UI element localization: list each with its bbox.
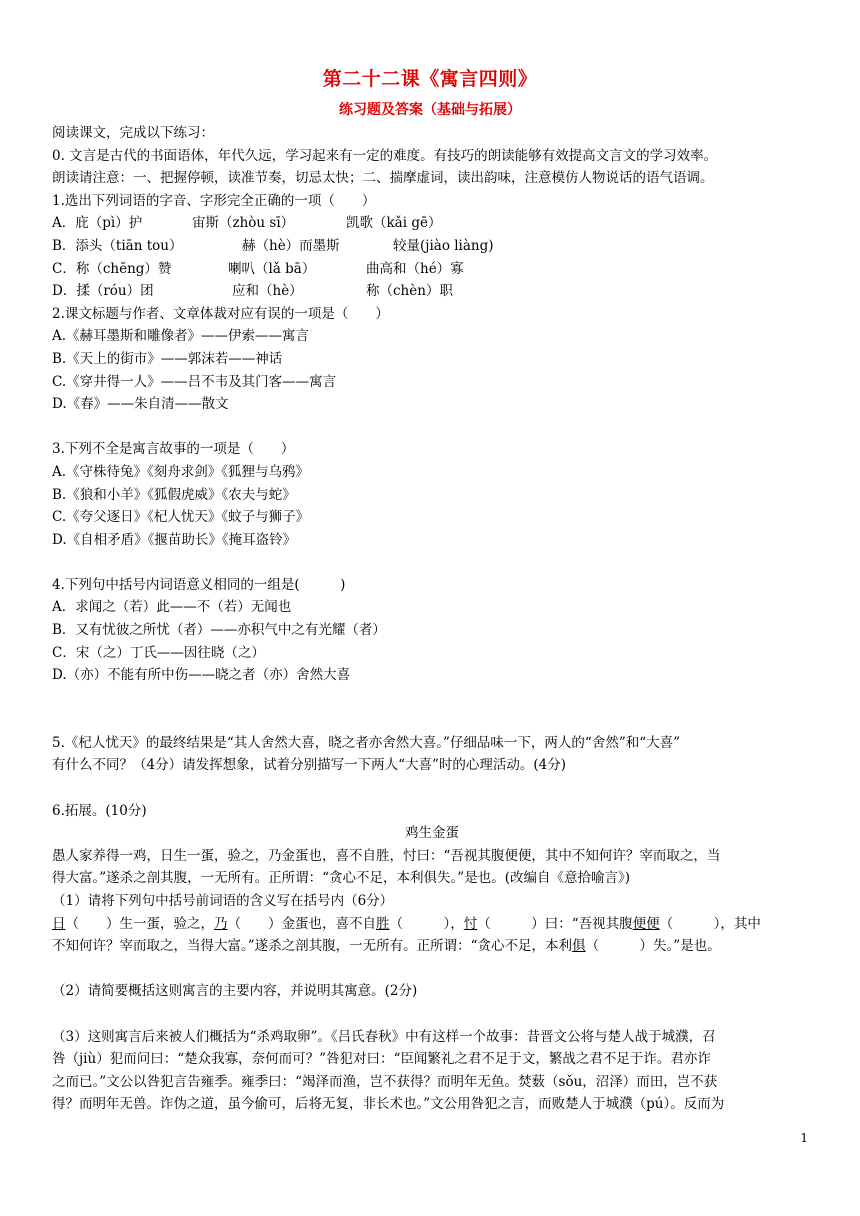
page-title: 第二十二课《寓言四则》 xyxy=(322,68,538,90)
q3-option-b: B.《狼和小羊》《狐假虎威》《农夫与蛇》 xyxy=(52,486,296,503)
page-subtitle: 练习题及答案（基础与拓展） xyxy=(339,102,521,118)
story-line-2: 得大富。”遂杀之剖其腹，一无所有。正所谓：“贪心不足，本利俱失。”是也。(改编自《意拾喻言》) xyxy=(52,870,630,887)
q5-line-1: 5.《杞人忧天》的最终结果是“其人舍然大喜，晓之者亦舍然大喜。”仔细品味一下，两人的“舍然”和“大喜” xyxy=(52,734,681,751)
keyword-ri: 日 xyxy=(52,915,66,932)
q3-option-a: A.《守株待兔》《刻舟求剑》《狐狸与乌鸦》 xyxy=(52,463,310,480)
q2-option-c: C.《穿井得一人》——吕不韦及其门客——寓言 xyxy=(52,373,337,390)
q6-sub3-line-2: 咎（jiù）犯而问曰：“楚众我寡，奈何而可？”咎犯对曰：“臣闻繁礼之君不足于文，繁战之君不足于诈。君亦诈 xyxy=(52,1051,711,1068)
keyword-nai: 乃 xyxy=(214,915,228,932)
q1-b-item-1: B．添头（tiān tou） xyxy=(52,237,183,254)
answer-blank-text: （ ），其中 xyxy=(659,915,761,932)
spacer xyxy=(52,416,812,439)
spacer xyxy=(52,551,812,574)
q1-stem: 1.选出下列词语的字音、字形完全正确的一项（ ） xyxy=(52,192,376,209)
q1-option-d xyxy=(52,280,812,303)
q6-stem: 6.拓展。(10分) xyxy=(52,802,147,819)
document-body xyxy=(52,122,812,1116)
q2-option-b: B.《天上的街市》——郭沫若——神话 xyxy=(52,350,283,367)
q1-option-b xyxy=(52,235,812,258)
answer-blank-text: （ ）， xyxy=(389,915,464,932)
q1-b-item-3: 较量(jiào liàng) xyxy=(393,237,494,254)
answer-blank-text: （ ）曰：“吾视其腹 xyxy=(477,915,633,932)
q4-option-d: D.（亦）不能有所中伤——晓之者（亦）舍然大喜 xyxy=(52,667,351,684)
q2-option-d: D.《春》——朱自清——散文 xyxy=(52,396,229,413)
q1-d-item-1: D．揉（róu）团 xyxy=(52,283,154,300)
q1-c-item-3: 曲高和（hé）寡 xyxy=(366,260,464,277)
q1-a-item-3: 凯歌（kǎi gē） xyxy=(346,215,442,232)
q3-stem: 3.下列不全是寓言故事的一项是（ ） xyxy=(52,441,295,458)
q6-sub1-line-1 xyxy=(52,913,812,936)
q6-sub3-line-4: 得？而明年无兽。诈伪之道，虽今偷可，后将无复，非长术也。”文公用咎犯之言，而败楚人于城濮（pú）。反而为 xyxy=(52,1096,725,1113)
q6-sub3-line-1: （3）这则寓言后来被人们概括为“杀鸡取卵”。《吕氏春秋》中有这样一个故事：昔晋文公将与楚人战于城濮，召 xyxy=(52,1028,716,1045)
keyword-sheng: 胜 xyxy=(376,915,390,932)
keyword-ju: 俱 xyxy=(572,938,586,955)
spacer xyxy=(52,687,812,732)
story-line-1: 愚人家养得一鸡，日生一蛋，验之，乃金蛋也，喜不自胜，忖曰：“吾视其腹便便，其中不知何许？宰而取之，当 xyxy=(52,847,721,864)
q3-option-d: D.《自相矛盾》《揠苗助长》《掩耳盗铃》 xyxy=(52,531,297,548)
q4-option-b: B．又有忧彼之所忧（者）——亦积气中之有光耀（者） xyxy=(52,622,386,639)
q6-sub1-line-2 xyxy=(52,935,812,958)
keyword-cun: 忖 xyxy=(463,915,478,932)
answer-blank-text: （ ）金蛋也，喜不自 xyxy=(227,915,376,932)
q1-a-item-1: A．庇（pì）护 xyxy=(52,215,143,232)
q5-line-2: 有什么不同？（4分）请发挥想象，试着分别描写一下两人“大喜”时的心理活动。(4分) xyxy=(52,757,567,774)
answer-blank-text: 不知何许？宰而取之，当得大富。”遂杀之剖其腹，一无所有。正所谓：“贪心不足，本利 xyxy=(52,938,573,955)
spacer xyxy=(52,958,812,981)
q1-c-item-2: 喇叭（lǎ bā） xyxy=(228,260,316,277)
q0-line-1: 0. 文言是古代的书面语体，年代久远，学习起来有一定的难度。有技巧的朗读能够有效提高文言文的学习效率。 xyxy=(52,147,718,164)
q2-stem: 2.课文标题与作者、文章体裁对应有误的一项是（ ） xyxy=(52,305,389,322)
q1-option-c xyxy=(52,258,812,281)
q1-option-a xyxy=(52,212,812,235)
q1-c-item-1: C．称（chēng）赞 xyxy=(52,260,172,277)
intro-text: 阅读课文，完成以下练习： xyxy=(52,125,214,141)
q6-sub1-stem: （1）请将下列句中括号前词语的含义写在括号内（6分） xyxy=(52,893,394,909)
spacer xyxy=(52,1003,812,1026)
answer-blank-text: （ ）失。”是也。 xyxy=(585,938,721,955)
q4-stem: 4.下列句中括号内词语意义相同的一组是( ) xyxy=(52,576,346,593)
q6-sub3-line-3: 之而已。”文公以咎犯言告雍季。雍季曰：“竭泽而渔，岂不获得？而明年无鱼。焚薮（sǒu，沼泽）而田，岂不获 xyxy=(52,1073,718,1090)
q0-line-2: 朗读请注意：一、把握停顿，读准节奏，切忌太快；二、揣摩虚词，读出韵味，注意模仿人物说话的语气语调。 xyxy=(52,170,714,187)
story-title: 鸡生金蛋 xyxy=(405,825,459,842)
q1-d-item-2: 应和（hè） xyxy=(232,283,303,300)
q1-a-item-2: 宙斯（zhòu sī） xyxy=(192,215,295,232)
answer-blank-text: （ ）生一蛋，验之， xyxy=(65,915,214,932)
q1-b-item-2: 赫（hè）而墨斯 xyxy=(242,237,340,254)
keyword-pianpian: 便便 xyxy=(632,915,660,932)
q1-d-item-3: 称（chèn）职 xyxy=(366,283,453,300)
page-number: 1 xyxy=(800,1131,808,1145)
q4-option-c: C．宋（之）丁氏——因往晓（之） xyxy=(52,644,265,661)
q6-sub2: （2）请简要概括这则寓言的主要内容，并说明其寓意。(2分) xyxy=(52,983,418,1000)
spacer xyxy=(52,777,812,800)
q2-option-a: A.《赫耳墨斯和雕像者》——伊索——寓言 xyxy=(52,328,310,345)
q4-option-a: A．求闻之（若）此——不（若）无闻也 xyxy=(52,599,292,616)
q3-option-c: C.《夸父逐日》《杞人忧天》《蚊子与狮子》 xyxy=(52,509,310,526)
